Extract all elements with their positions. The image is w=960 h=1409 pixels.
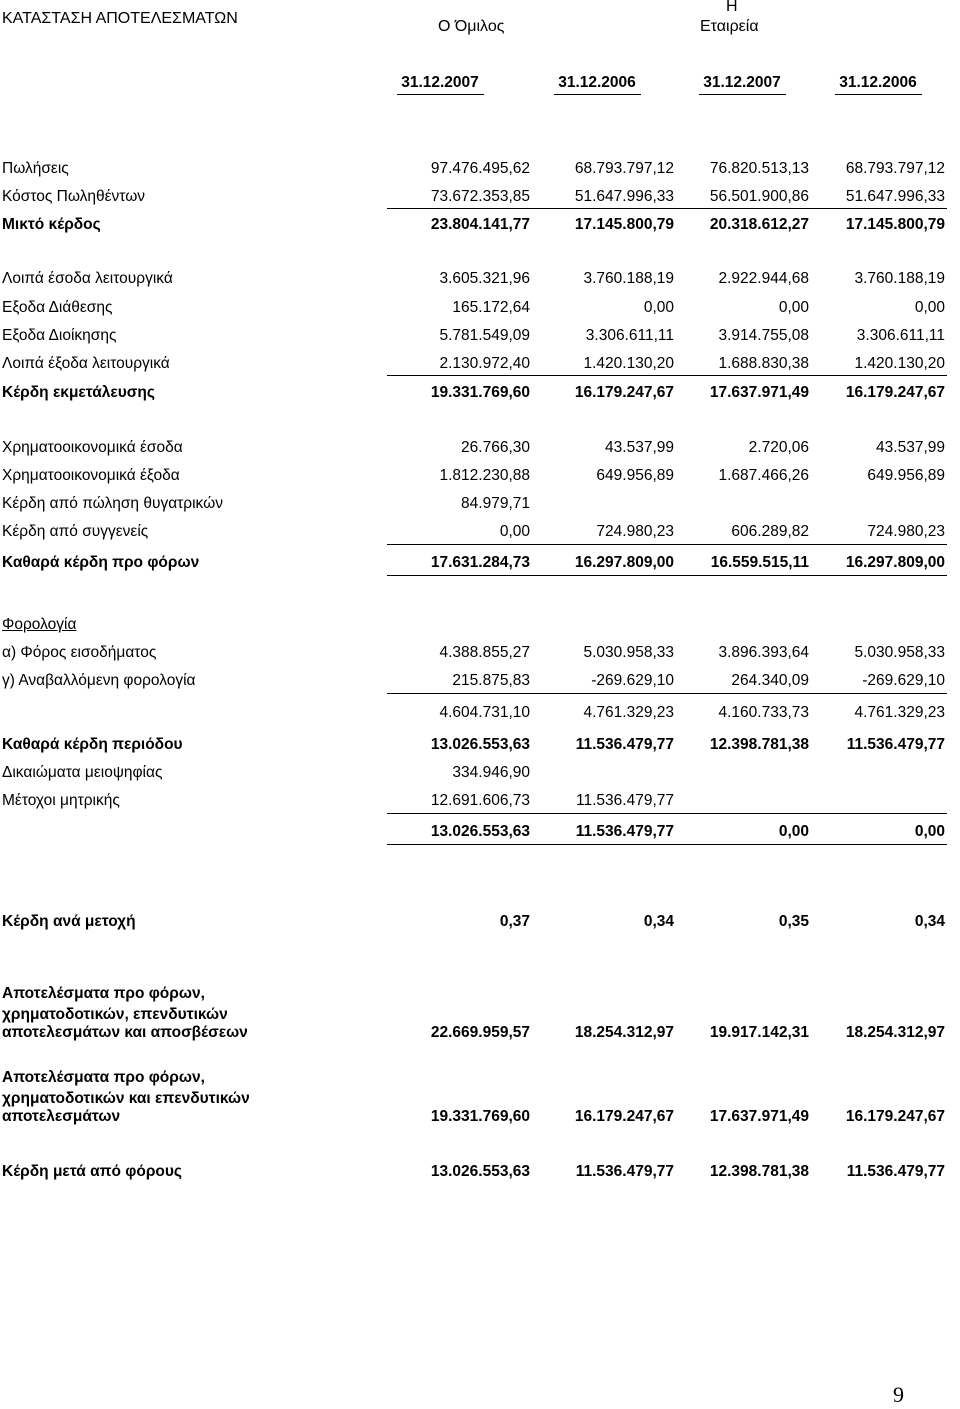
subtotal-rule <box>387 208 947 209</box>
row-ebit: αποτελεσμάτων 19.331.769,60 16.179.247,67 17.637.971,49 16.179.247,67 <box>2 1108 945 1125</box>
row-cost-of-sales: Κόστος Πωληθέντων 73.672.353,85 51.647.996,33 56.501.900,86 51.647.996,33 <box>2 188 945 205</box>
subtotal-rule <box>387 693 947 694</box>
date-header-company-2007: 31.12.2007 <box>703 74 781 91</box>
ebitda-label-line2: χρηματοδοτικών, επενδυτικών <box>2 1006 228 1023</box>
date-underline <box>835 94 922 95</box>
row-sales: Πωλήσεις 97.476.495,62 68.793.797,12 76.820.513,13 68.793.797,12 <box>2 160 945 177</box>
row-attribution-total: 13.026.553,63 11.536.479,77 0,00 0,00 <box>430 823 945 840</box>
company-column-header-line1: Η <box>726 0 738 15</box>
ebit-label-line2: χρηματοδοτικών και επενδυτικών <box>2 1090 250 1107</box>
subtotal-rule <box>387 375 947 376</box>
row-tax-total: 4.604.731,10 4.761.329,23 4.160.733,73 4.761.329,23 <box>439 704 945 721</box>
ebitda-label-line1: Αποτελέσματα προ φόρων, <box>2 985 205 1002</box>
group-column-header: Ο Όμιλος <box>438 18 505 35</box>
statement-title: ΚΑΤΑΣΤΑΣΗ ΑΠΟΤΕΛΕΣΜΑΤΩΝ <box>2 10 238 27</box>
row-deferred-tax: γ) Αναβαλλόμενη φορολογία 215.875,83 -269.629,10 264.340,09 -269.629,10 <box>2 672 945 689</box>
row-distribution-expenses: Εξοδα Διάθεσης 165.172,64 0,00 0,00 0,00 <box>2 299 945 316</box>
row-other-income: Λοιπά έσοδα λειτουργικά 3.605.321,96 3.760.188,19 2.922.944,68 3.760.188,19 <box>2 270 945 287</box>
row-profit-after-tax: Κέρδη μετά από φόρους 13.026.553,63 11.536.479,77 12.398.781,38 11.536.479,77 <box>2 1163 945 1180</box>
row-associates: Κέρδη από συγγενείς 0,00 724.980,23 606.289,82 724.980,23 <box>2 523 945 540</box>
ebit-label-line1: Αποτελέσματα προ φόρων, <box>2 1069 205 1086</box>
row-operating-profit: Κέρδη εκμετάλευσης 19.331.769,60 16.179.247,67 17.637.971,49 16.179.247,67 <box>2 384 945 401</box>
total-rule <box>387 575 947 576</box>
date-header-company-2006: 31.12.2006 <box>839 74 917 91</box>
row-subsidiary-sale-gain: Κέρδη από πώληση θυγατρικών 84.979,71 <box>2 495 530 512</box>
row-income-tax: α) Φόρος εισοδήματος 4.388.855,27 5.030.958,33 3.896.393,64 5.030.958,33 <box>2 644 945 661</box>
date-underline <box>554 94 641 95</box>
subtotal-rule <box>387 544 947 545</box>
row-parent-shareholders: Μέτοχοι μητρικής 12.691.606,73 11.536.479,77 <box>2 792 674 809</box>
date-underline <box>397 94 484 95</box>
row-profit-before-tax: Καθαρά κέρδη προ φόρων 17.631.284,73 16.297.809,00 16.559.515,11 16.297.809,00 <box>2 554 945 571</box>
row-minority-interest: Δικαιώματα μειοψηφίας 334.946,90 <box>2 764 530 781</box>
row-ebitda: αποτελεσμάτων και αποσβέσεων 22.669.959,57 18.254.312,97 19.917.142,31 18.254.312,97 <box>2 1024 945 1041</box>
row-earnings-per-share: Κέρδη ανά μετοχή 0,37 0,34 0,35 0,34 <box>2 913 945 930</box>
date-header-group-2006: 31.12.2006 <box>558 74 636 91</box>
date-underline <box>699 94 786 95</box>
row-administration-expenses: Εξοδα Διοίκησης 5.781.549,09 3.306.611,11 3.914.755,08 3.306.611,11 <box>2 327 945 344</box>
row-financial-expenses: Χρηματοοικονομικά έξοδα 1.812.230,88 649.956,89 1.687.466,26 649.956,89 <box>2 467 945 484</box>
page-number: 9 <box>893 1382 904 1407</box>
date-header-group-2007: 31.12.2007 <box>401 74 479 91</box>
company-column-header-line2: Εταιρεία <box>700 18 759 35</box>
total-rule <box>387 844 947 845</box>
row-gross-profit: Μικτό κέρδος 23.804.141,77 17.145.800,79 20.318.612,27 17.145.800,79 <box>2 216 945 233</box>
row-net-profit: Καθαρά κέρδη περιόδου 13.026.553,63 11.536.479,77 12.398.781,38 11.536.479,77 <box>2 736 945 753</box>
row-other-expenses: Λοιπά έξοδα λειτουργικά 2.130.972,40 1.420.130,20 1.688.830,38 1.420.130,20 <box>2 355 945 372</box>
row-financial-income: Χρηματοοικονομικά έσοδα 26.766,30 43.537,99 2.720,06 43.537,99 <box>2 439 945 456</box>
row-taxation-heading: Φορολογία <box>2 616 77 633</box>
subtotal-rule <box>387 813 947 814</box>
